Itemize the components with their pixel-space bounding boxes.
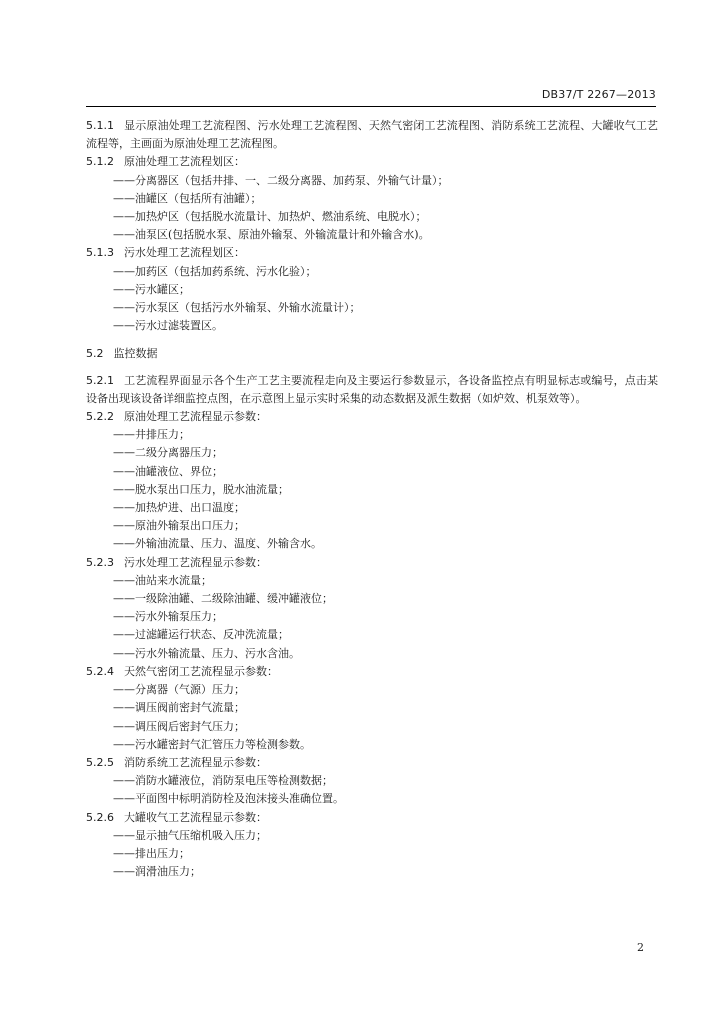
clause-number: 5.1.1: [86, 119, 114, 132]
clause-text: 工艺流程界面显示各个生产工艺主要流程走向及主要运行参数显示，各设备监控点有明显标志或编号，点击某设备出现该设备详细监控点图，在示意图上显示实时采集的动态数据及派生数据（如炉效、机泵效等）。: [86, 373, 658, 405]
list-item: ——污水罐区；: [113, 282, 190, 296]
list-item: ——加药区（包括加药系统、污水化验）；: [113, 264, 317, 278]
clause-number: 5.2.6: [86, 810, 114, 824]
section-number: 5.2: [86, 347, 104, 361]
clause-5-1-3: [86, 244, 658, 262]
list-item: ——平面图中标明消防栓及泡沫接头准确位置。: [113, 792, 344, 806]
clause-title: 原油处理工艺流程显示参数：: [124, 410, 267, 424]
list-item: ——污水过滤装置区。: [113, 319, 223, 333]
list-item: ——过滤罐运行状态、反冲洗流量；: [113, 628, 289, 642]
clause-text: 显示原油处理工艺流程图、污水处理工艺流程图、天然气密闭工艺流程图、消防系统工艺流程、大罐收气工艺流程等，主画面为原油处理工艺流程图。: [86, 119, 658, 151]
list-item: ——油罐区（包括所有油罐）；: [113, 191, 262, 205]
list-item: ——显示抽气压缩机吸入压力；: [113, 828, 267, 842]
clause-5-2-2: [86, 408, 658, 426]
clause-5-2-4: [86, 663, 658, 681]
list-item: ——排出压力；: [113, 846, 190, 860]
header-rule: [86, 106, 656, 107]
list-item: ——二级分离器压力；: [113, 446, 223, 460]
list-item: ——加热炉进、出口温度；: [113, 501, 245, 515]
clause-5-1-1: [86, 117, 658, 153]
list-item: ——外输油流量、压力、温度、外输含水。: [113, 537, 322, 551]
list-item: ——井排压力；: [113, 428, 190, 442]
clause-title: 消防系统工艺流程显示参数：: [124, 755, 267, 769]
clause-title: 天然气密闭工艺流程显示参数：: [124, 664, 278, 678]
clause-5-2-6: [86, 809, 658, 827]
clause-5-2-5: [86, 754, 658, 772]
list-item: ——油站来水流量；: [113, 573, 212, 587]
clause-number: 5.1.3: [86, 246, 114, 260]
list-item: ——污水外输流量、压力、污水含油。: [113, 646, 300, 660]
list-item: ——污水泵区（包括污水外输泵、外输水流量计）；: [113, 301, 361, 315]
list-item: ——消防水罐液位，消防泵电压等检测数据；: [113, 774, 333, 788]
clause-title: 污水处理工艺流程显示参数：: [124, 555, 267, 569]
page-number: 2: [637, 941, 644, 954]
clause-5-2-1: [86, 372, 658, 408]
list-item: ——调压阀前密封气流量；: [113, 701, 245, 715]
list-item: ——加热炉区（包括脱水流量计、加热炉、燃油系统、电脱水）；: [113, 210, 427, 224]
clause-number: 5.2.5: [86, 755, 114, 769]
list-item: ——污水外输泵压力；: [113, 610, 223, 624]
list-item: ——污水罐密封气汇管压力等检测参数。: [113, 737, 311, 751]
clause-title: 原油处理工艺流程划区：: [124, 155, 245, 169]
clause-number: 5.2.3: [86, 555, 114, 569]
list-item: ——原油外输泵出口压力；: [113, 519, 245, 533]
list-item: ——调压阀后密封气压力；: [113, 719, 245, 733]
clause-title: 污水处理工艺流程划区：: [124, 246, 245, 260]
list-item: ——一级除油罐、二级除油罐、缓冲罐液位；: [113, 592, 333, 606]
clause-number: 5.2.1: [86, 373, 114, 387]
section-title: 监控数据: [113, 347, 158, 361]
clause-5-2-3: [86, 554, 658, 572]
clause-number: 5.2.4: [86, 664, 114, 678]
clause-title: 大罐收气工艺流程显示参数：: [124, 810, 267, 824]
section-heading-5-2: [86, 345, 658, 363]
list-item: ——分离器区（包括井排、一、二级分离器、加药泵、外输气计量）；: [113, 173, 449, 187]
clause-number: 5.2.2: [86, 410, 114, 424]
list-item: ——油罐液位、界位；: [113, 464, 223, 478]
clause-number: 5.1.2: [86, 155, 114, 169]
list-item: ——分离器（气源）压力；: [113, 683, 245, 697]
list-item: ——润滑油压力；: [113, 865, 201, 879]
list-item: ——脱水泵出口压力，脱水油流量；: [113, 482, 289, 496]
page-header: DB37/T 2267—2013: [541, 88, 656, 101]
clause-5-1-2: [86, 153, 658, 171]
document-body: [86, 117, 658, 881]
list-item: ——油泵区(包括脱水泵、原油外输泵、外输流量计和外输含水)。: [113, 228, 430, 242]
